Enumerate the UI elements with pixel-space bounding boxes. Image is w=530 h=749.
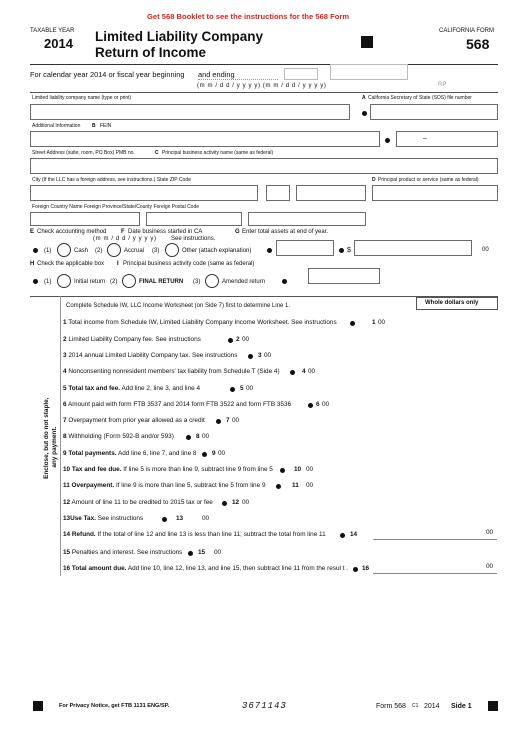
bullet-icon [248,354,253,359]
payment-note-line2: any payment. [50,426,58,468]
line-number: 14 [63,531,71,538]
line-text-detail: Add line 2, line 3, and line 4 [121,385,201,392]
line-7 [63,418,205,424]
date-format-hint: (m m / d d / y y y y) (m m / d d / y y y y) [197,83,327,89]
line-cents: 00 [232,417,240,424]
principal-activity-label: Principal business activity name (same as federal) [162,150,274,156]
bullet-icon [230,387,235,392]
accrual-label: Accrual [124,248,145,254]
zip-code-input[interactable] [296,185,366,201]
line-4 [63,369,280,375]
line-text: 2014 annual Limited Liability Company tax. See instructions [68,352,238,359]
line-text: Tax and fee due. [71,466,122,473]
taxable-year-label: TAXABLE YEAR [30,28,75,34]
dollar-sign: $ [347,247,351,254]
h-letter: H [30,261,35,267]
line-ref: 5 [240,385,244,392]
line-cents: 00 [214,549,222,556]
line-number: 10 [63,466,71,473]
bullet-icon [280,468,285,473]
line-number: 13 [63,515,71,522]
registration-mark [488,701,498,711]
sos-letter: A [362,95,366,101]
cash-label: Cash [74,248,89,254]
foreign-country-input[interactable] [30,212,140,226]
california-form-label: CALIFORNIA FORM [439,28,495,34]
total-due-amount-input[interactable] [373,573,497,574]
line-ref: 9 [212,450,216,457]
line-number: 6 [63,401,67,408]
final-return-label: FINAL RETURN [139,279,184,285]
c1-label: C1 [412,703,419,709]
sos-number-input[interactable] [370,104,498,120]
footer-year: 2014 [424,703,440,710]
line-cents: 00 [486,529,494,536]
line-cents: 00 [218,450,226,457]
sos-label: California Secretary of State (SOS) file number [368,95,472,101]
line-cents: 00 [264,352,272,359]
line-number: 3 [63,352,67,359]
cash-radio[interactable] [57,243,71,257]
bullet-icon [353,567,358,572]
fein-label: FEIN [100,123,112,129]
bullet-icon [267,248,272,253]
line-number: 7 [63,417,67,424]
end-date-field[interactable] [330,64,408,80]
total-assets-input[interactable] [354,240,472,256]
accrual-radio[interactable] [107,243,121,257]
line-ref: 4 [302,368,306,375]
amended-return-radio[interactable] [205,274,219,288]
city-label: City (If the LLC has a foreign address, see instructions.) State ZIP Code [32,177,191,183]
initial-return-radio[interactable] [57,274,71,288]
payment-note-line1: Enclose, but do not staple, [42,397,50,479]
line-text: Total income from Schedule IW, Limited Liability Company Income Worksheet. See instructions [68,319,337,326]
line-1 [63,320,337,326]
line-ref: 15 [198,549,206,556]
line-cents: 00 [378,319,386,326]
accounting-method-label: Check accounting method [37,229,107,235]
other-label: Other (attach explanation) [182,248,252,254]
refund-amount-input[interactable] [373,539,497,540]
line-number: 9 [63,450,67,457]
tax-year: 2014 [44,36,73,51]
line-cents: 00 [242,499,250,506]
state-input[interactable] [266,185,290,201]
fein-input[interactable] [396,131,498,147]
form-title-line2: Return of Income [95,45,207,60]
line-text-detail: See instructions [97,515,144,522]
and-ending-text: and ending [198,70,235,79]
foreign-province-input[interactable] [146,212,242,226]
line-ref: 3 [258,352,262,359]
bullet-icon [308,403,313,408]
line-text-detail: Add line 10, line 12, line 13, and line 15, then subtract line 11 from the resul t . [127,565,349,572]
line-text: Overpayment. [71,482,115,489]
line-text: Total amount due. [71,565,127,572]
line-text: Withholding (Form 592-B and/or 593) [68,433,174,440]
line-9 [63,451,197,457]
company-name-input[interactable] [30,104,350,120]
line-text: Limited Liability Company fee. See instructions [68,336,201,343]
bullet-icon [290,370,295,375]
begin-date-field[interactable] [198,79,278,80]
line-cents: 00 [202,515,210,522]
worksheet-instruction: Complete Schedule IW, LLC Income Worksheet (on Side 7) first to determine Line 1. [66,303,290,309]
line-ref: 13 [176,515,184,522]
fein-dash: – [423,135,427,142]
line-16 [63,566,348,572]
line-cents: 00 [202,433,210,440]
end-date-field-a[interactable] [284,68,318,80]
line-15 [63,550,182,556]
line-ref: 12 [232,499,240,506]
whole-dollars-label: Whole dollars only [425,300,479,306]
form-code: 3671143 [242,701,287,711]
bullet-icon [282,279,287,284]
line-number: 8 [63,433,67,440]
total-assets-label: Enter total assets at end of year. [242,229,329,235]
line-3 [63,353,237,359]
line-14 [63,532,326,538]
line-5 [63,386,200,392]
e-letter: E [30,229,35,235]
line-10 [63,467,273,473]
amended-return-label: Amended return [222,279,266,285]
line-ref: 1 [372,319,376,326]
form-title-line1: Limited Liability Company [95,29,264,44]
other-radio[interactable] [165,243,179,257]
bullet-icon [276,484,281,489]
option-2-label: (2) [95,248,103,254]
line-ref: 16 [362,565,370,572]
booklet-banner[interactable]: Get 568 Booklet to see the instructions for the 568 Form [147,12,350,21]
bullet-icon [188,551,193,556]
line-ref: 7 [226,417,230,424]
bullet-icon [362,111,367,116]
line-number: 5 [63,385,67,392]
additional-info-input[interactable] [30,131,380,147]
principal-product-label: Principal product or service (same as federal) [378,177,479,183]
final-return-radio[interactable] [122,274,136,288]
bullet-icon [202,452,207,457]
total-assets-cents: 00 [482,247,489,253]
line-text: Amount paid with form FTB 3537 and 2014 form FTB 3522 and form FTB 3536 [68,401,292,408]
line-ref: 2 [236,336,240,343]
product-letter: D [372,177,376,183]
city-input[interactable] [30,185,258,201]
line-text-detail: If line 9 is more than line 5, subtract line 5 from line 9 [115,482,266,489]
line-number: 16 [63,565,71,572]
line-cents: 00 [486,563,494,570]
line-text: Use Tax. [70,515,96,522]
form-number: 568 [466,36,490,52]
line-13 [63,516,143,522]
principal-product-input[interactable] [372,185,498,201]
line-text-detail: If the total of line 12 and line 13 is less than line 11; subtract the total from line 11 [97,531,326,538]
foreign-address-label: Foreign Country Name Foreign Province/State/County Foreign Postal Code [32,204,200,210]
line-text-detail: If line 5 is more than line 9, subtract line 9 from line 5 [123,466,273,473]
side-label: Side 1 [451,703,472,710]
option-3-label: (3) [152,248,160,254]
bullet-icon [33,279,38,284]
line-ref: 10 [294,466,302,473]
activity-letter: C [155,150,159,156]
line-8 [63,434,174,440]
whole-dollars-header [416,297,498,310]
option-2-label: (2) [110,279,118,285]
fein-letter: B [92,123,96,129]
line-12 [63,500,213,506]
header-divider [30,64,498,65]
line-number: 11 [63,482,70,489]
privacy-notice: For Privacy Notice, get FTB 1131 ENG/SP. [59,703,170,709]
bullet-icon [228,338,233,343]
date-format-hint: (m m / d d / y y y y) [93,236,157,242]
additional-info-label: Additional Information [32,123,81,129]
activity-code-input[interactable] [308,268,380,284]
line-cents: 00 [322,401,330,408]
line-text: Total tax and fee. [68,385,121,392]
line-cents: 00 [306,482,314,489]
i-letter: I [117,261,119,267]
divider-1 [30,92,498,93]
line-cents: 00 [306,466,314,473]
calendar-year-text: For calendar year 2014 or fiscal year beginning [30,70,185,79]
bullet-icon [339,248,344,253]
form-label: Form 568 [376,703,406,710]
line-text: Overpayment from prior year allowed as a credit [68,417,205,424]
line-number: 4 [63,368,67,375]
foreign-postal-code-input[interactable] [248,212,366,226]
registration-mark [33,701,43,711]
option-3-label: (3) [193,279,201,285]
registration-mark [361,36,373,48]
line-text: Nonconsenting nonresident members' tax liability from Schedule T (Side 4) [68,368,280,375]
date-started-label: Date business started in CA [128,229,203,235]
option-1-label: (1) [44,279,52,285]
f-letter: F [121,229,125,235]
line-text-detail: Add line 6, line 7, and line 8 [117,450,197,457]
street-label: Street Address (suite, room, PO Box) PMB no. [32,150,135,156]
line-ref: 8 [196,433,200,440]
bullet-icon [162,517,167,522]
line-11 [63,483,266,489]
line-text: Total payments. [68,450,117,457]
bullet-icon [33,248,38,253]
line-number: 12 [63,499,71,506]
line-cents: 00 [242,336,250,343]
bullet-icon [385,138,390,143]
line-number: 15 [63,549,71,556]
line-text: Refund. [71,531,96,538]
activity-code-label: Principal business activity code (same as federal) [123,261,255,267]
date-started-input[interactable] [276,240,334,256]
line-ref: 6 [316,401,320,408]
line-ref: 14 [350,531,358,538]
bullet-icon [216,419,221,424]
line-2 [63,337,201,343]
bullet-icon [186,435,191,440]
line-text: Penalties and interest. See instructions [71,549,183,556]
payment-note [37,380,57,500]
see-instructions: See instructions. [171,236,216,242]
applicable-box-label: Check the applicable box [37,261,105,267]
line-6 [63,402,291,408]
line-ref: 11 [292,482,299,489]
company-name-label: Limited liability company name (type or print) [32,95,132,101]
line-number: 2 [63,336,67,343]
initial-return-label: Initial return [74,279,106,285]
g-letter: G [235,229,240,235]
line-cents: 00 [246,385,254,392]
line-number: 1 [63,319,67,326]
option-1-label: (1) [44,248,52,254]
line-cents: 00 [308,368,316,375]
street-address-input[interactable] [30,158,498,174]
line-text: Amount of line 11 to be credited to 2015 tax or fee [71,499,213,506]
bullet-icon [222,501,227,506]
bullet-icon [350,321,355,326]
bullet-icon [340,533,345,538]
rp-label: RP [438,82,447,88]
